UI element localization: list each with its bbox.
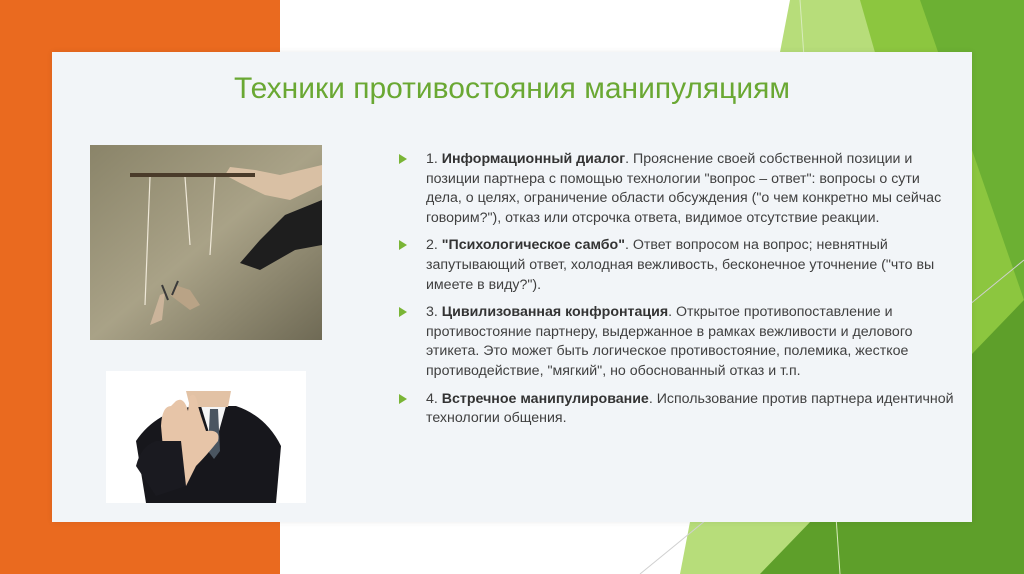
list-item (397, 236, 957, 295)
bullet-list (397, 150, 957, 437)
item-number: 4. (426, 390, 442, 407)
item-text: . Использование против партнера идентичной технологии общения. (426, 390, 954, 427)
item-number: 2. (426, 237, 442, 254)
triangle-bullet-icon (399, 240, 407, 250)
slide-title: Техники противостояния манипуляциям (234, 72, 790, 105)
triangle-bullet-icon (399, 154, 407, 164)
puppet-strings-image (90, 145, 322, 340)
puppet-strings-icon (90, 145, 322, 340)
item-heading: "Психологическое самбо" (441, 237, 625, 254)
item-text: . Открытое противопоставление и противостояние партнеру, выдержанное в рамках вежливости и делового этикета. Это может быть логическое противостояние, полемика, жесткое противодействие, "мягкий", но обоснованный отказ и т.п. (426, 304, 913, 379)
triangle-bullet-icon (399, 394, 407, 404)
stop-gesture-image (106, 371, 306, 503)
businessman-stop-icon (106, 371, 306, 503)
slide-content-card (52, 52, 972, 522)
list-item (397, 390, 957, 429)
list-item (397, 303, 957, 381)
item-heading: Цивилизованная конфронтация (441, 304, 669, 321)
item-number: 3. (426, 304, 442, 321)
triangle-bullet-icon (399, 307, 407, 317)
item-heading: Информационный диалог (441, 151, 626, 167)
item-heading: Встречное манипулирование (441, 390, 649, 407)
item-text: . Ответ вопросом на вопрос; невнятный запутывающий ответ, холодная вежливость, бесконечное уточнение ("что вы имеете в виду?"). (426, 237, 935, 293)
item-number: 1. (426, 151, 442, 167)
list-item (397, 150, 957, 228)
item-text: . Прояснение своей собственной позиции и позиции партнера с помощью технологии "вопрос – ответ": вопросы о сути дела, о целях, ограничение области обсуждения ("о чем конкретно мы сейчас говорим?"), отказ или отсрочка ответа, видимое отсутствие реакции. (426, 151, 942, 226)
